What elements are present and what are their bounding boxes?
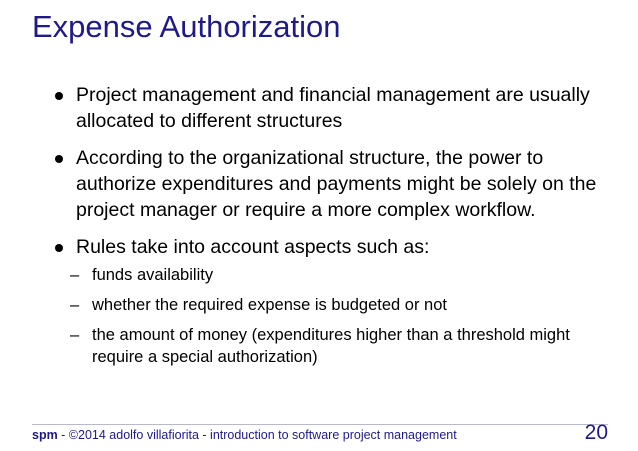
bullet-text: Project management and financial management are usually allocated to different structures (76, 84, 590, 132)
bullet-item (52, 82, 612, 134)
footer-text: - ©2014 adolfo villafiorita - introduction to software project management (57, 428, 457, 442)
slide-title: Expense Authorization (32, 9, 341, 44)
bullet-item (52, 145, 612, 223)
dash-icon: – (70, 326, 80, 344)
page-number: 20 (584, 421, 608, 444)
bullet-text: Rules take into account aspects such as: (76, 236, 430, 258)
bullet-item (52, 234, 612, 368)
footer-divider (32, 424, 608, 425)
bullet-list (52, 82, 612, 379)
sub-bullet-text: funds availability (92, 266, 214, 284)
dash-icon: – (70, 266, 80, 284)
bullet-dot-icon (55, 244, 63, 252)
sub-bullet-item (70, 294, 612, 316)
sub-bullet-list (70, 264, 612, 368)
sub-bullet-text: whether the required expense is budgeted or not (92, 296, 447, 314)
footer (32, 428, 457, 442)
dash-icon: – (70, 296, 80, 314)
sub-bullet-item (70, 324, 612, 368)
bullet-dot-icon (55, 92, 63, 100)
sub-bullet-text: the amount of money (expenditures higher than a threshold might require a special authorization) (92, 326, 570, 366)
bullet-text: According to the organizational structure, the power to authorize expenditures and payments might be solely on the project manager or require a more complex workflow. (76, 147, 597, 221)
sub-bullet-item (70, 264, 612, 286)
bullet-dot-icon (55, 155, 63, 163)
footer-brand: spm (32, 428, 58, 442)
